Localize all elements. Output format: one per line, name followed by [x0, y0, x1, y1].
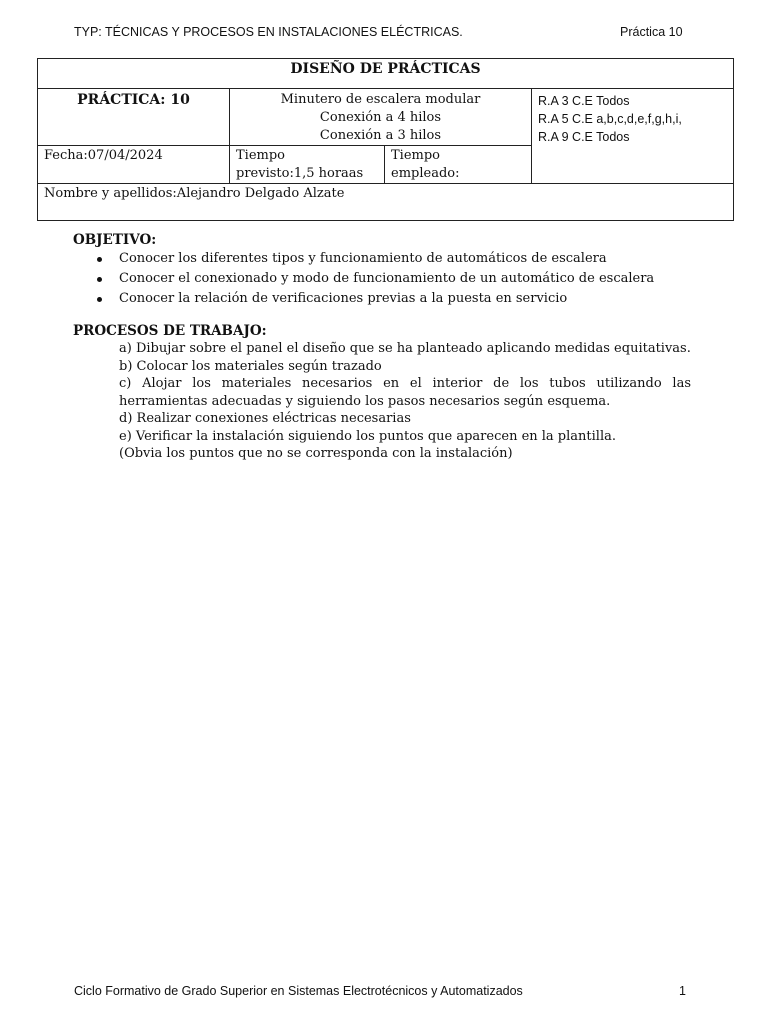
planned-time-field	[230, 146, 385, 184]
list-item	[73, 249, 713, 269]
objective-text: Conocer los diferentes tipos y funcionamiento de automáticos de escalera	[119, 251, 607, 266]
outcome-line: R.A 3 C.E Todos	[538, 94, 630, 108]
bullet-icon	[97, 297, 102, 302]
outcome-line: R.A 9 C.E Todos	[538, 130, 630, 144]
list-item	[73, 269, 713, 289]
step-item: a) Dibujar sobre el panel el diseño que se ha planteado aplicando medidas equitativas.	[119, 341, 691, 356]
practice-label: PRÁCTICA: 10	[38, 89, 230, 146]
planned-time-value: previsto:1,5 horaas	[236, 166, 364, 181]
objective-text: Conocer la relación de verificaciones previas a la puesta en servicio	[119, 291, 568, 306]
practice-description	[230, 89, 532, 146]
header-practice-number: Práctica 10	[620, 25, 683, 39]
work-process-title: PROCESOS DE TRABAJO:	[73, 323, 267, 339]
description-line: Minutero de escalera modular	[280, 92, 481, 107]
footer-course: Ciclo Formativo de Grado Superior en Sistemas Electrotécnicos y Automatizados	[74, 984, 523, 998]
used-time-field	[385, 146, 532, 184]
header-subject: TYP: TÉCNICAS Y PROCESOS EN INSTALACIONES ELÉCTRICAS.	[74, 25, 463, 39]
step-item: d) Realizar conexiones eléctricas necesarias	[119, 411, 411, 426]
description-line: Conexión a 4 hilos	[319, 110, 442, 125]
planned-time-label: Tiempo	[236, 148, 285, 163]
table-title: DISEÑO DE PRÁCTICAS	[38, 59, 734, 89]
student-name-field: Nombre y apellidos:Alejandro Delgado Alzate	[38, 184, 734, 221]
bullet-icon	[97, 277, 102, 282]
used-time-value: empleado:	[391, 166, 460, 181]
step-item: c) Alojar los materiales necesarios en el interior de los tubos utilizando las herramientas adecuadas y siguiendo los pasos necesarios según esquema.	[119, 376, 691, 409]
list-item	[73, 289, 713, 309]
step-item: (Obvia los puntos que no se corresponda con la instalación)	[119, 446, 513, 461]
description-line: Conexión a 3 hilos	[319, 128, 442, 143]
objective-text: Conocer el conexionado y modo de funcionamiento de un automático de escalera	[119, 271, 655, 286]
objective-title: OBJETIVO:	[73, 232, 157, 248]
outcome-line: R.A 5 C.E a,b,c,d,e,f,g,h,i,	[538, 112, 682, 126]
step-item: b) Colocar los materiales según trazado	[119, 358, 382, 374]
work-process-steps	[119, 340, 691, 463]
objective-list	[73, 249, 713, 309]
step-item: e) Verificar la instalación siguiendo los puntos que aparecen en la plantilla.	[119, 428, 616, 444]
date-field: Fecha:07/04/2024	[38, 146, 230, 184]
learning-outcomes	[532, 89, 734, 184]
used-time-label: Tiempo	[391, 148, 440, 163]
practice-design-table	[37, 58, 734, 221]
objective-section	[73, 231, 713, 309]
work-process-section	[73, 322, 267, 340]
bullet-icon	[97, 257, 102, 262]
page-number: 1	[679, 984, 686, 998]
